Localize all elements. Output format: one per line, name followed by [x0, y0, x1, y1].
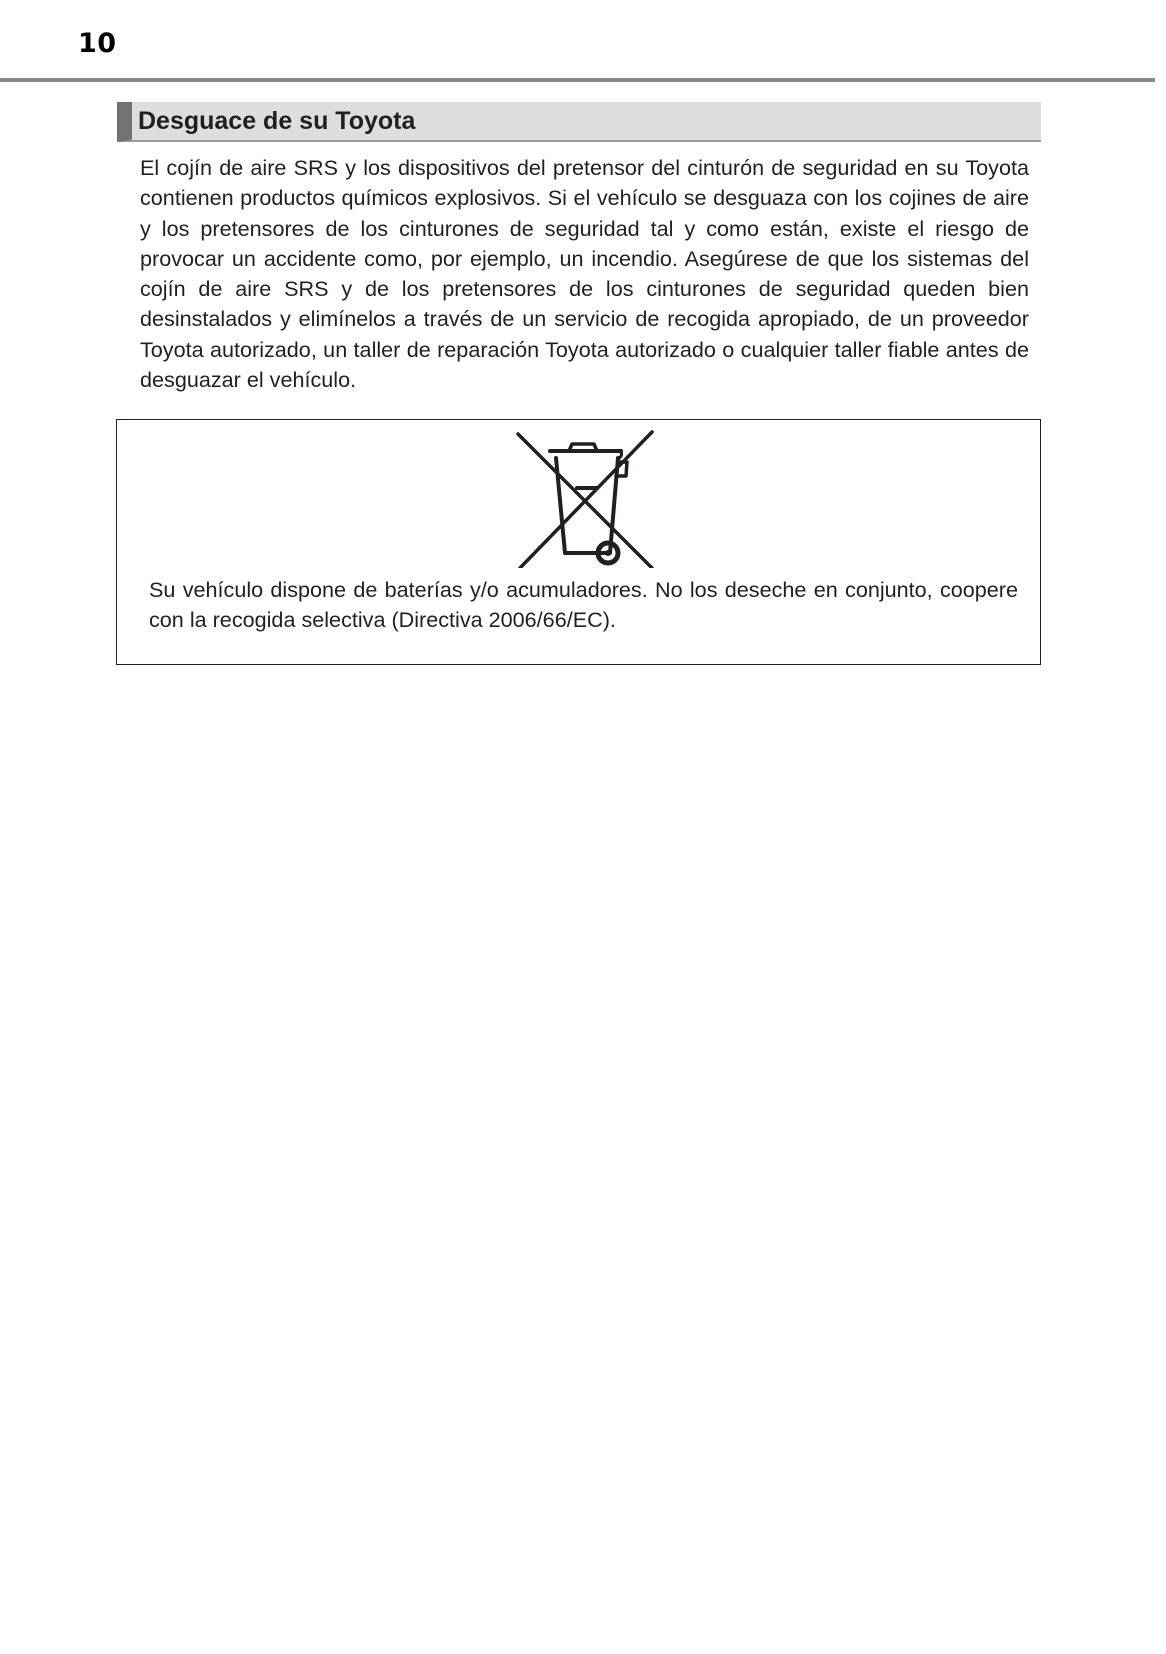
section-title: Desguace de su Toyota: [138, 107, 416, 135]
page-number: 10: [78, 28, 117, 59]
crossed-out-wheelie-bin-icon: [510, 426, 660, 568]
section-heading: [117, 102, 1041, 142]
battery-disposal-notice: [116, 419, 1041, 665]
header-rule: [0, 78, 1155, 82]
notice-text: Su vehículo dispone de baterías y/o acumuladores. No los deseche en conjunto, coopere con la recogida selectiva (Directiva 2006/66/EC).: [149, 577, 1018, 633]
section-body-paragraph: El cojín de aire SRS y los dispositivos del pretensor del cinturón de seguridad en su Toyota contienen productos químicos explosivos. Si el vehículo se desguaza con los cojines de aire y los pretensores de los cinturones de seguridad tal y como están, existe el riesgo de provocar un accidente como, por ejemplo, un incendio. Asegúrese de que los sistemas del cojín de aire SRS y de los pretensores de los cinturones de seguridad queden bien desinstalados y elimínelos a través de un servicio de recogida apropiado, de un proveedor Toyota autorizado, un taller de reparación Toyota autorizado o cualquier taller fiable antes de desguazar el vehículo.: [140, 155, 1029, 393]
